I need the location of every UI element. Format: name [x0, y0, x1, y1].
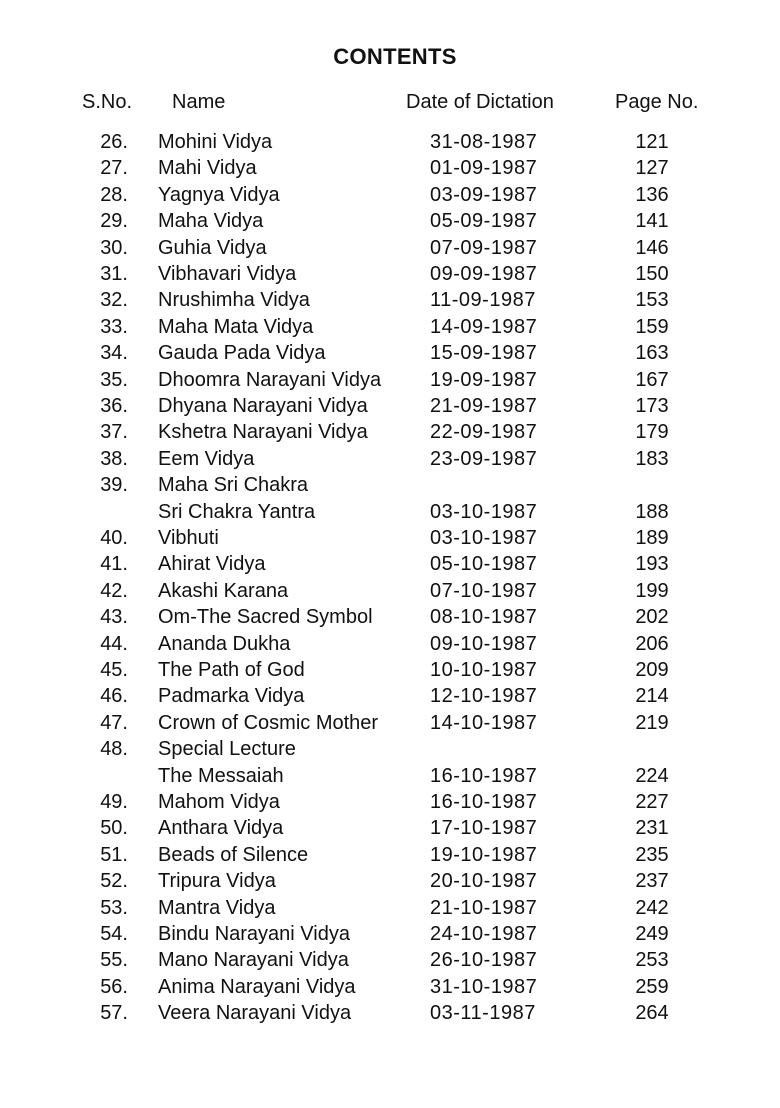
entry-page: 121	[635, 131, 669, 153]
entry-date: 22-09-1987	[430, 421, 538, 444]
entry-date: 20-10-1987	[430, 870, 538, 893]
entry-number: 49.	[100, 791, 128, 813]
entry-number: 30.	[100, 236, 128, 259]
toc-row	[0, 551, 780, 577]
entry-number: 41.	[100, 553, 128, 576]
toc-row	[0, 499, 780, 525]
toc-row	[0, 446, 780, 472]
entry-date: 17-10-1987	[430, 817, 538, 840]
toc-row	[0, 314, 780, 340]
entry-page: 209	[635, 659, 669, 681]
entry-number: 44.	[100, 632, 128, 655]
entry-name: Gauda Pada Vidya	[158, 342, 326, 365]
toc-row	[0, 367, 780, 393]
entry-name: Anima Narayani Vidya	[158, 975, 356, 998]
entry-name: Om-The Sacred Symbol	[158, 606, 373, 629]
entry-page: 163	[635, 342, 669, 365]
entry-date: 01-09-1987	[430, 157, 538, 180]
entry-page: 167	[635, 368, 669, 391]
entry-number: 46.	[100, 685, 128, 708]
entry-name: Guhia Vidya	[158, 236, 267, 259]
entry-page: 242	[635, 896, 669, 919]
entry-date: 12-10-1987	[430, 685, 538, 708]
entry-number: 50.	[100, 817, 128, 840]
entry-date: 21-10-1987	[430, 896, 538, 919]
entry-page: 193	[635, 553, 669, 576]
entry-date: 09-10-1987	[430, 632, 538, 655]
entry-date: 08-10-1987	[430, 606, 538, 629]
entry-date: 14-09-1987	[430, 315, 538, 338]
toc-row	[0, 736, 780, 762]
entry-name: Beads of Silence	[158, 843, 309, 866]
entry-number: 28.	[100, 183, 128, 206]
entry-date: 21-09-1987	[430, 395, 538, 417]
toc-row	[0, 155, 780, 181]
entry-number: 38.	[100, 447, 128, 470]
entry-number: 55.	[100, 949, 128, 972]
entry-number: 26.	[100, 131, 128, 153]
entry-date: 16-10-1987	[430, 764, 538, 787]
entry-date: 03-09-1987	[430, 183, 538, 206]
entry-name-continued: Sri Chakra Yantra	[158, 500, 316, 523]
toc-row	[0, 261, 780, 287]
entry-date: 14-10-1987	[430, 711, 538, 734]
entry-name: Dhyana Narayani Vidya	[158, 395, 368, 417]
entry-name: Vibhuti	[158, 527, 219, 549]
entry-date: 09-09-1987	[430, 263, 538, 285]
entry-date: 31-10-1987	[430, 975, 538, 998]
toc-row	[0, 472, 780, 498]
entry-page: 264	[635, 1002, 669, 1025]
toc-row	[0, 525, 780, 551]
entry-name: Mohini Vidya	[158, 131, 273, 153]
entry-date: 05-09-1987	[430, 210, 538, 233]
toc-row	[0, 842, 780, 868]
toc-row	[0, 578, 780, 604]
entry-page: 231	[635, 817, 669, 840]
entry-name: Kshetra Narayani Vidya	[158, 421, 368, 444]
entry-name: Maha Vidya	[158, 210, 264, 233]
entry-date: 26-10-1987	[430, 949, 538, 972]
entry-name: Crown of Cosmic Mother	[158, 711, 379, 734]
entry-page: 159	[635, 315, 669, 338]
entry-page: 235	[635, 843, 669, 866]
toc-row	[0, 208, 780, 234]
entry-number: 31.	[100, 263, 128, 285]
header-name: Name	[172, 91, 226, 113]
header-date: Date of Dictation	[406, 91, 554, 113]
toc-row	[0, 683, 780, 709]
entry-number: 45.	[100, 659, 128, 681]
entry-number: 52.	[100, 870, 128, 893]
entry-name: Bindu Narayani Vidya	[158, 923, 350, 945]
entry-date: 07-09-1987	[430, 236, 538, 259]
entry-name: Maha Mata Vidya	[158, 315, 314, 338]
entry-number: 47.	[100, 711, 128, 734]
entry-page: 153	[635, 289, 669, 312]
entry-page: 141	[635, 210, 669, 233]
entry-number: 27.	[100, 157, 128, 180]
entry-page: 259	[635, 975, 669, 998]
entry-number: 51.	[100, 843, 128, 866]
entry-page: 188	[635, 500, 669, 523]
entry-page: 183	[635, 447, 669, 470]
entry-page: 202	[635, 606, 669, 629]
page-title: CONTENTS	[333, 44, 457, 69]
entry-name: Special Lecture	[158, 738, 296, 761]
entry-date: 31-08-1987	[430, 131, 538, 153]
entry-date: 10-10-1987	[430, 659, 538, 681]
entry-number: 43.	[100, 606, 128, 629]
entry-date: 03-11-1987	[430, 1002, 536, 1025]
entry-name: Yagnya Vidya	[158, 183, 280, 206]
entry-name: Mantra Vidya	[158, 896, 276, 919]
entry-number: 33.	[100, 315, 128, 338]
toc-row	[0, 340, 780, 366]
toc-row	[0, 287, 780, 313]
entry-name: Anthara Vidya	[158, 817, 284, 840]
entry-number: 48.	[100, 738, 128, 761]
entry-name: Dhoomra Narayani Vidya	[158, 368, 382, 391]
entry-page: 146	[635, 236, 669, 259]
entry-name: Ananda Dukha	[158, 632, 291, 655]
entry-number: 54.	[100, 923, 128, 945]
entry-name: Eem Vidya	[158, 447, 255, 470]
entry-page: 173	[635, 395, 669, 417]
entry-page: 224	[635, 764, 669, 787]
toc-row	[0, 895, 780, 921]
toc-row	[0, 129, 780, 155]
entry-number: 40.	[100, 527, 128, 549]
toc-row	[0, 419, 780, 445]
entry-number: 32.	[100, 289, 128, 312]
entry-date: 19-09-1987	[430, 368, 538, 391]
entry-number: 42.	[100, 579, 128, 602]
entry-page: 214	[635, 685, 669, 708]
entry-name: Mahi Vidya	[158, 157, 257, 180]
entry-date: 16-10-1987	[430, 791, 538, 813]
entry-date: 19-10-1987	[430, 843, 538, 866]
entry-page: 237	[635, 870, 669, 893]
entry-date: 24-10-1987	[430, 923, 538, 945]
entry-page: 189	[635, 527, 669, 549]
entry-page: 253	[635, 949, 669, 972]
entry-date: 05-10-1987	[430, 553, 538, 576]
entry-page: 206	[635, 632, 669, 655]
entry-number: 53.	[100, 896, 128, 919]
toc-row	[0, 789, 780, 815]
entry-page: 127	[635, 157, 669, 180]
entry-number: 39.	[100, 474, 128, 497]
toc-row	[0, 974, 780, 1000]
entry-name: Vibhavari Vidya	[158, 263, 297, 285]
toc-row	[0, 947, 780, 973]
entry-name: Mahom Vidya	[158, 791, 280, 813]
entry-date: 03-10-1987	[430, 527, 538, 549]
entry-date: 23-09-1987	[430, 447, 538, 470]
entry-name: Veera Narayani Vidya	[158, 1002, 352, 1025]
entry-name: Ahirat Vidya	[158, 553, 266, 576]
entry-name: Nrushimha Vidya	[158, 289, 310, 312]
header-sno: S.No.	[82, 91, 133, 113]
entry-page: 136	[635, 183, 669, 206]
entry-name: Tripura Vidya	[158, 870, 276, 893]
toc-row	[0, 921, 780, 947]
toc-row	[0, 182, 780, 208]
entry-number: 35.	[100, 368, 128, 391]
entry-name: Mano Narayani Vidya	[158, 949, 349, 972]
entry-number: 56.	[100, 975, 128, 998]
entry-date: 15-09-1987	[430, 342, 538, 365]
entry-number: 36.	[100, 395, 128, 417]
header-page: Page No.	[615, 91, 699, 113]
toc-row	[0, 815, 780, 841]
entry-date: 03-10-1987	[430, 500, 538, 523]
toc-row	[0, 868, 780, 894]
entry-page: 150	[635, 263, 669, 285]
entry-number: 57.	[100, 1002, 128, 1025]
entry-page: 199	[635, 579, 669, 602]
entry-name: The Path of God	[158, 659, 305, 681]
entry-date: 07-10-1987	[430, 579, 538, 602]
entry-name: Padmarka Vidya	[158, 685, 305, 708]
entry-name: Maha Sri Chakra	[158, 474, 309, 497]
toc-row	[0, 710, 780, 736]
entry-page: 249	[635, 923, 669, 945]
entry-page: 227	[635, 791, 669, 813]
entry-number: 34.	[100, 342, 128, 365]
toc-row	[0, 235, 780, 261]
toc-row	[0, 604, 780, 630]
toc-row	[0, 1000, 780, 1026]
entry-page: 179	[635, 421, 669, 444]
entry-number: 29.	[100, 210, 128, 233]
toc-row	[0, 657, 780, 683]
entry-name-continued: The Messaiah	[158, 764, 284, 787]
entry-date: 11-09-1987	[430, 289, 536, 312]
entry-page: 219	[635, 711, 669, 734]
toc-row	[0, 631, 780, 657]
toc-row	[0, 763, 780, 789]
toc-row	[0, 393, 780, 419]
entry-number: 37.	[100, 421, 128, 444]
entry-name: Akashi Karana	[158, 579, 289, 602]
